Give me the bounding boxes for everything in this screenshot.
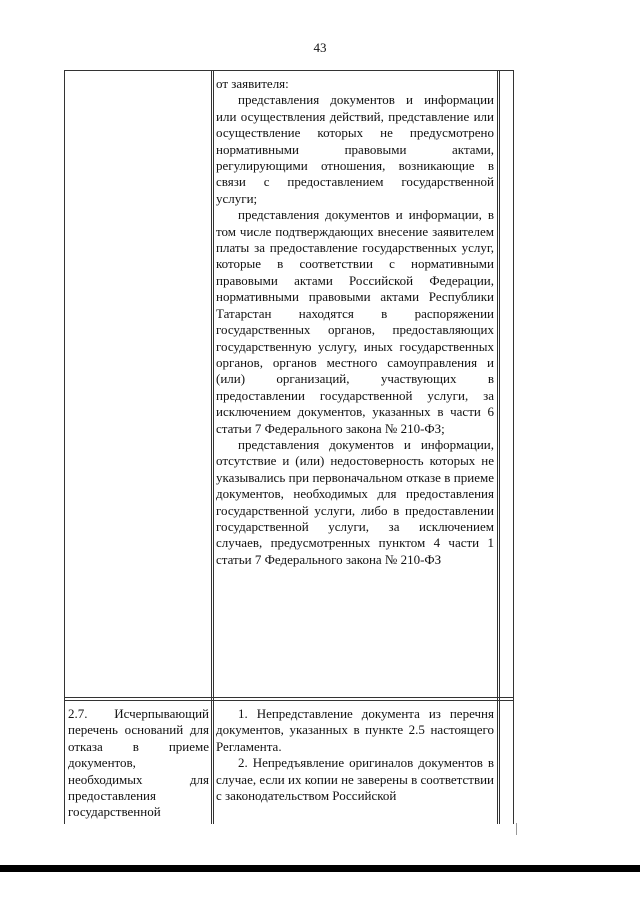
row2-paragraph: 2. Непредъявление оригиналов документов в случае, если их копии не заверены в соответствии с законодательством Российской xyxy=(216,755,494,804)
row-divider xyxy=(65,697,513,698)
row2-section-heading: 2.7. Исчерпывающий перечень оснований для отказа в приеме документов, необходимых для предоставления государственной xyxy=(68,706,209,820)
row1-paragraph: представления документов и информации или осуществления действий, представление или осуществление которых не предусмотрено нормативными правовыми актами, регулирующими отношения, возникающие в связи с предоставлением государственной услуги; xyxy=(216,92,494,206)
column-divider xyxy=(211,71,212,824)
column-divider xyxy=(499,71,500,824)
scan-edge-bar xyxy=(0,865,640,872)
row2-middle-cell xyxy=(216,706,494,804)
regulation-table xyxy=(64,70,514,824)
row1-paragraph: представления документов и информации, отсутствие и (или) недостоверность которых не указывались при первоначальном отказе в приеме документов, необходимых для предоставления государственной услуги, либо в предоставлении государственной услуги, за исключением случаев, предусмотренных пунктом 4 части 1 статьи 7 Федерального закона № 210-ФЗ xyxy=(216,436,494,567)
column-divider xyxy=(213,71,214,824)
row2-left-cell xyxy=(68,706,209,821)
scan-mark xyxy=(516,823,517,835)
row1-paragraph: от заявителя: xyxy=(216,76,289,91)
column-divider xyxy=(497,71,498,824)
row2-paragraph: 1. Непредставление документа из перечня документов, указанных в пункте 2.5 настоящего Регламента. xyxy=(216,706,494,754)
row1-paragraph: представления документов и информации, в том числе подтверждающих внесение заявителем платы за предоставление государственных услуг, которые в соответствии с нормативными правовыми актами Российской Федерации, нормативными правовыми актами Республики Татарстан находятся в распоряжении государственных органов, предоставляющих государственную услугу, иных государственных органов, органов местного самоуправления и (или) организаций, участвующих в предоставлении государственной услуги, за исключением документов, указанных в части 6 статьи 7 Федерального закона № 210-ФЗ; xyxy=(216,207,494,436)
row-divider xyxy=(65,700,513,701)
row1-middle-cell xyxy=(216,76,494,568)
page-number: 43 xyxy=(313,40,327,55)
